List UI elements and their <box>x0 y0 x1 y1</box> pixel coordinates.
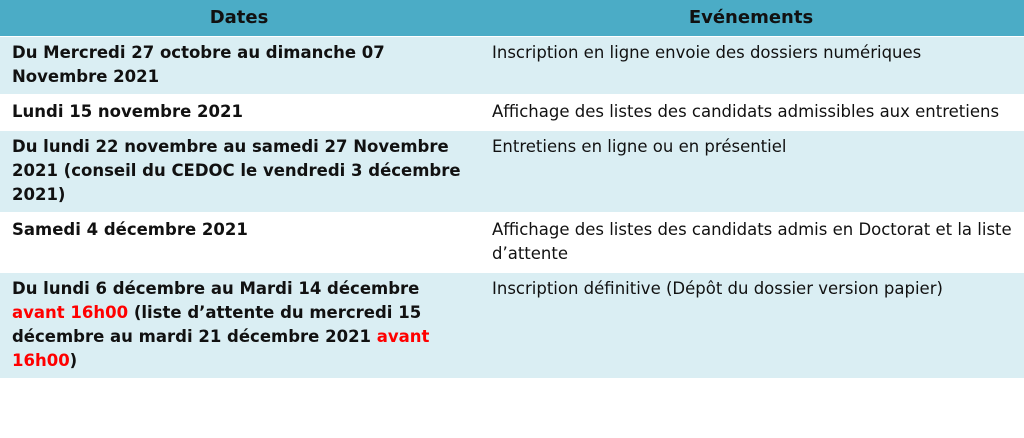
table-row <box>0 130 1024 213</box>
date-cell: Lundi 15 novembre 2021 <box>0 95 478 130</box>
date-cell: Samedi 4 décembre 2021 <box>0 213 478 272</box>
date-text: Du lundi 6 décembre au Mardi 14 décembre <box>12 279 420 298</box>
event-cell-text: Affichage des listes des candidats admissibles aux entretiens <box>492 102 1000 121</box>
date-text: ) <box>69 351 78 370</box>
table-header-row <box>0 0 1024 37</box>
date-cell: Du lundi 22 novembre au samedi 27 Novembre 2021 (conseil du CEDOC le vendredi 3 décembre 2021) <box>0 130 478 213</box>
deadline-highlight: avant 16h00 <box>12 327 430 370</box>
event-cell: Entretiens en ligne ou en présentiel <box>478 130 1024 213</box>
table-row <box>0 37 1024 96</box>
deadline-highlight: avant 16h00 <box>12 303 129 322</box>
column-header-dates: Dates <box>0 0 478 37</box>
event-cell: Affichage des listes des candidats admis en Doctorat et la liste d’attente <box>478 213 1024 272</box>
table-row <box>0 272 1024 379</box>
date-cell <box>0 272 478 379</box>
date-cell: Du Mercredi 27 octobre au dimanche 07 Novembre 2021 <box>0 37 478 96</box>
table-row <box>0 213 1024 272</box>
column-header-events: Evénements <box>478 0 1024 37</box>
date-text: (liste d’attente du mercredi 15 décembre au mardi 21 décembre 2021 <box>12 303 422 346</box>
event-cell: Inscription définitive (Dépôt du dossier version papier) <box>478 272 1024 379</box>
event-cell <box>478 95 1024 130</box>
table-row <box>0 95 1024 130</box>
event-cell: Inscription en ligne envoie des dossiers numériques <box>478 37 1024 96</box>
